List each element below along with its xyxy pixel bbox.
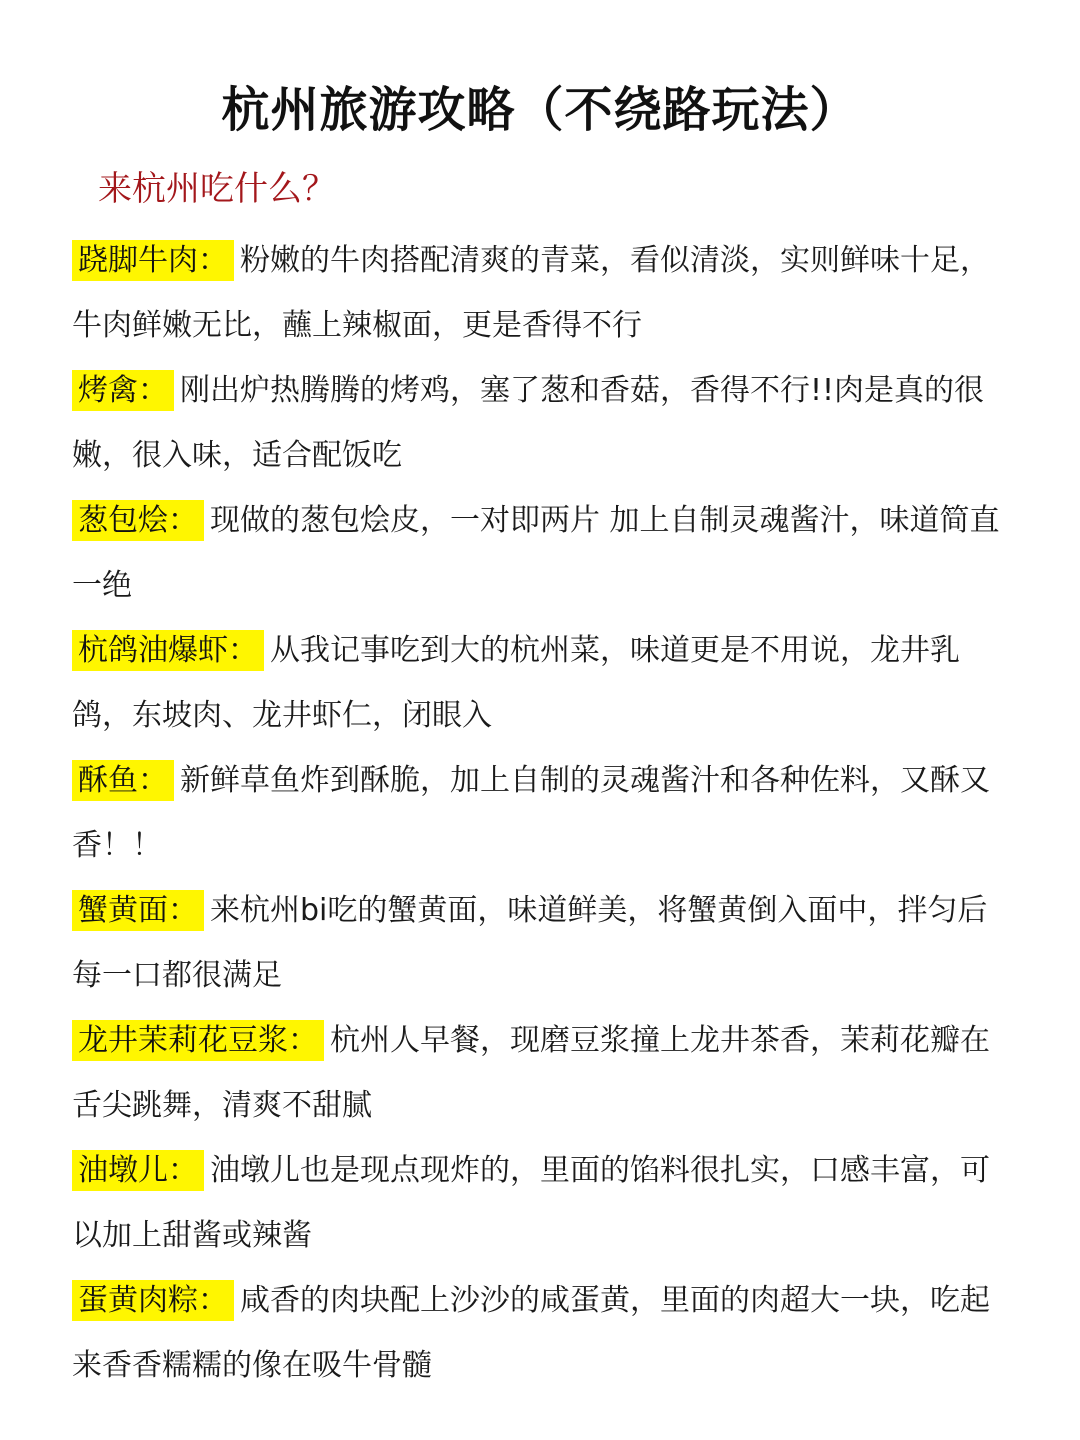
food-list [72,228,1012,1398]
food-name-label: 葱包烩： [72,500,204,541]
food-description: 从我记事吃到大的杭州菜，味道更是不用说，龙井乳鸽，东坡肉、龙井虾仁，闭眼入 [72,633,960,733]
food-item [72,358,1012,488]
food-name-label: 跷脚牛肉： [72,240,234,281]
food-description: 咸香的肉块配上沙沙的咸蛋黄，里面的肉超大一块，吃起来香香糯糯的像在吸牛骨髓 [72,1283,990,1383]
section-heading: 来杭州吃什么？ [98,169,336,209]
food-item [72,1268,1012,1398]
food-description: 刚出炉热腾腾的烤鸡，塞了葱和香菇，香得不行!!肉是真的很嫩，很入味，适合配饭吃 [72,373,985,473]
food-item [72,618,1012,748]
food-description: 现做的葱包烩皮，一对即两片 加上自制灵魂酱汁，味道简直一绝 [72,503,1000,603]
page-title: 杭州旅游攻略（不绕路玩法） [221,82,859,138]
food-description: 油墩儿也是现点现炸的，里面的馅料很扎实，口感丰富，可以加上甜酱或辣酱 [72,1153,990,1253]
food-item [72,878,1012,1008]
food-name-label: 蟹黄面： [72,890,204,931]
food-name-label: 油墩儿： [72,1150,204,1191]
food-name-label: 龙井茉莉花豆浆： [72,1020,324,1061]
food-description: 杭州人早餐，现磨豆浆撞上龙井茶香，茉莉花瓣在舌尖跳舞，清爽不甜腻 [72,1023,990,1123]
food-item [72,1138,1012,1268]
food-name-label: 蛋黄肉粽： [72,1280,234,1321]
food-item [72,748,1012,878]
food-item [72,488,1012,618]
food-name-label: 烤禽： [72,370,174,411]
food-description: 新鲜草鱼炸到酥脆，加上自制的灵魂酱汁和各种佐料，又酥又香！！ [72,763,990,863]
food-item [72,1008,1012,1138]
food-description: 来杭州bi吃的蟹黄面，味道鲜美，将蟹黄倒入面中，拌匀后每一口都很满足 [72,893,988,993]
food-item [72,228,1012,358]
food-description: 粉嫩的牛肉搭配清爽的青菜，看似清淡，实则鲜味十足，牛肉鲜嫩无比，蘸上辣椒面，更是香得不行 [72,243,990,343]
food-name-label: 杭鸽油爆虾： [72,630,264,671]
food-name-label: 酥鱼： [72,760,174,801]
